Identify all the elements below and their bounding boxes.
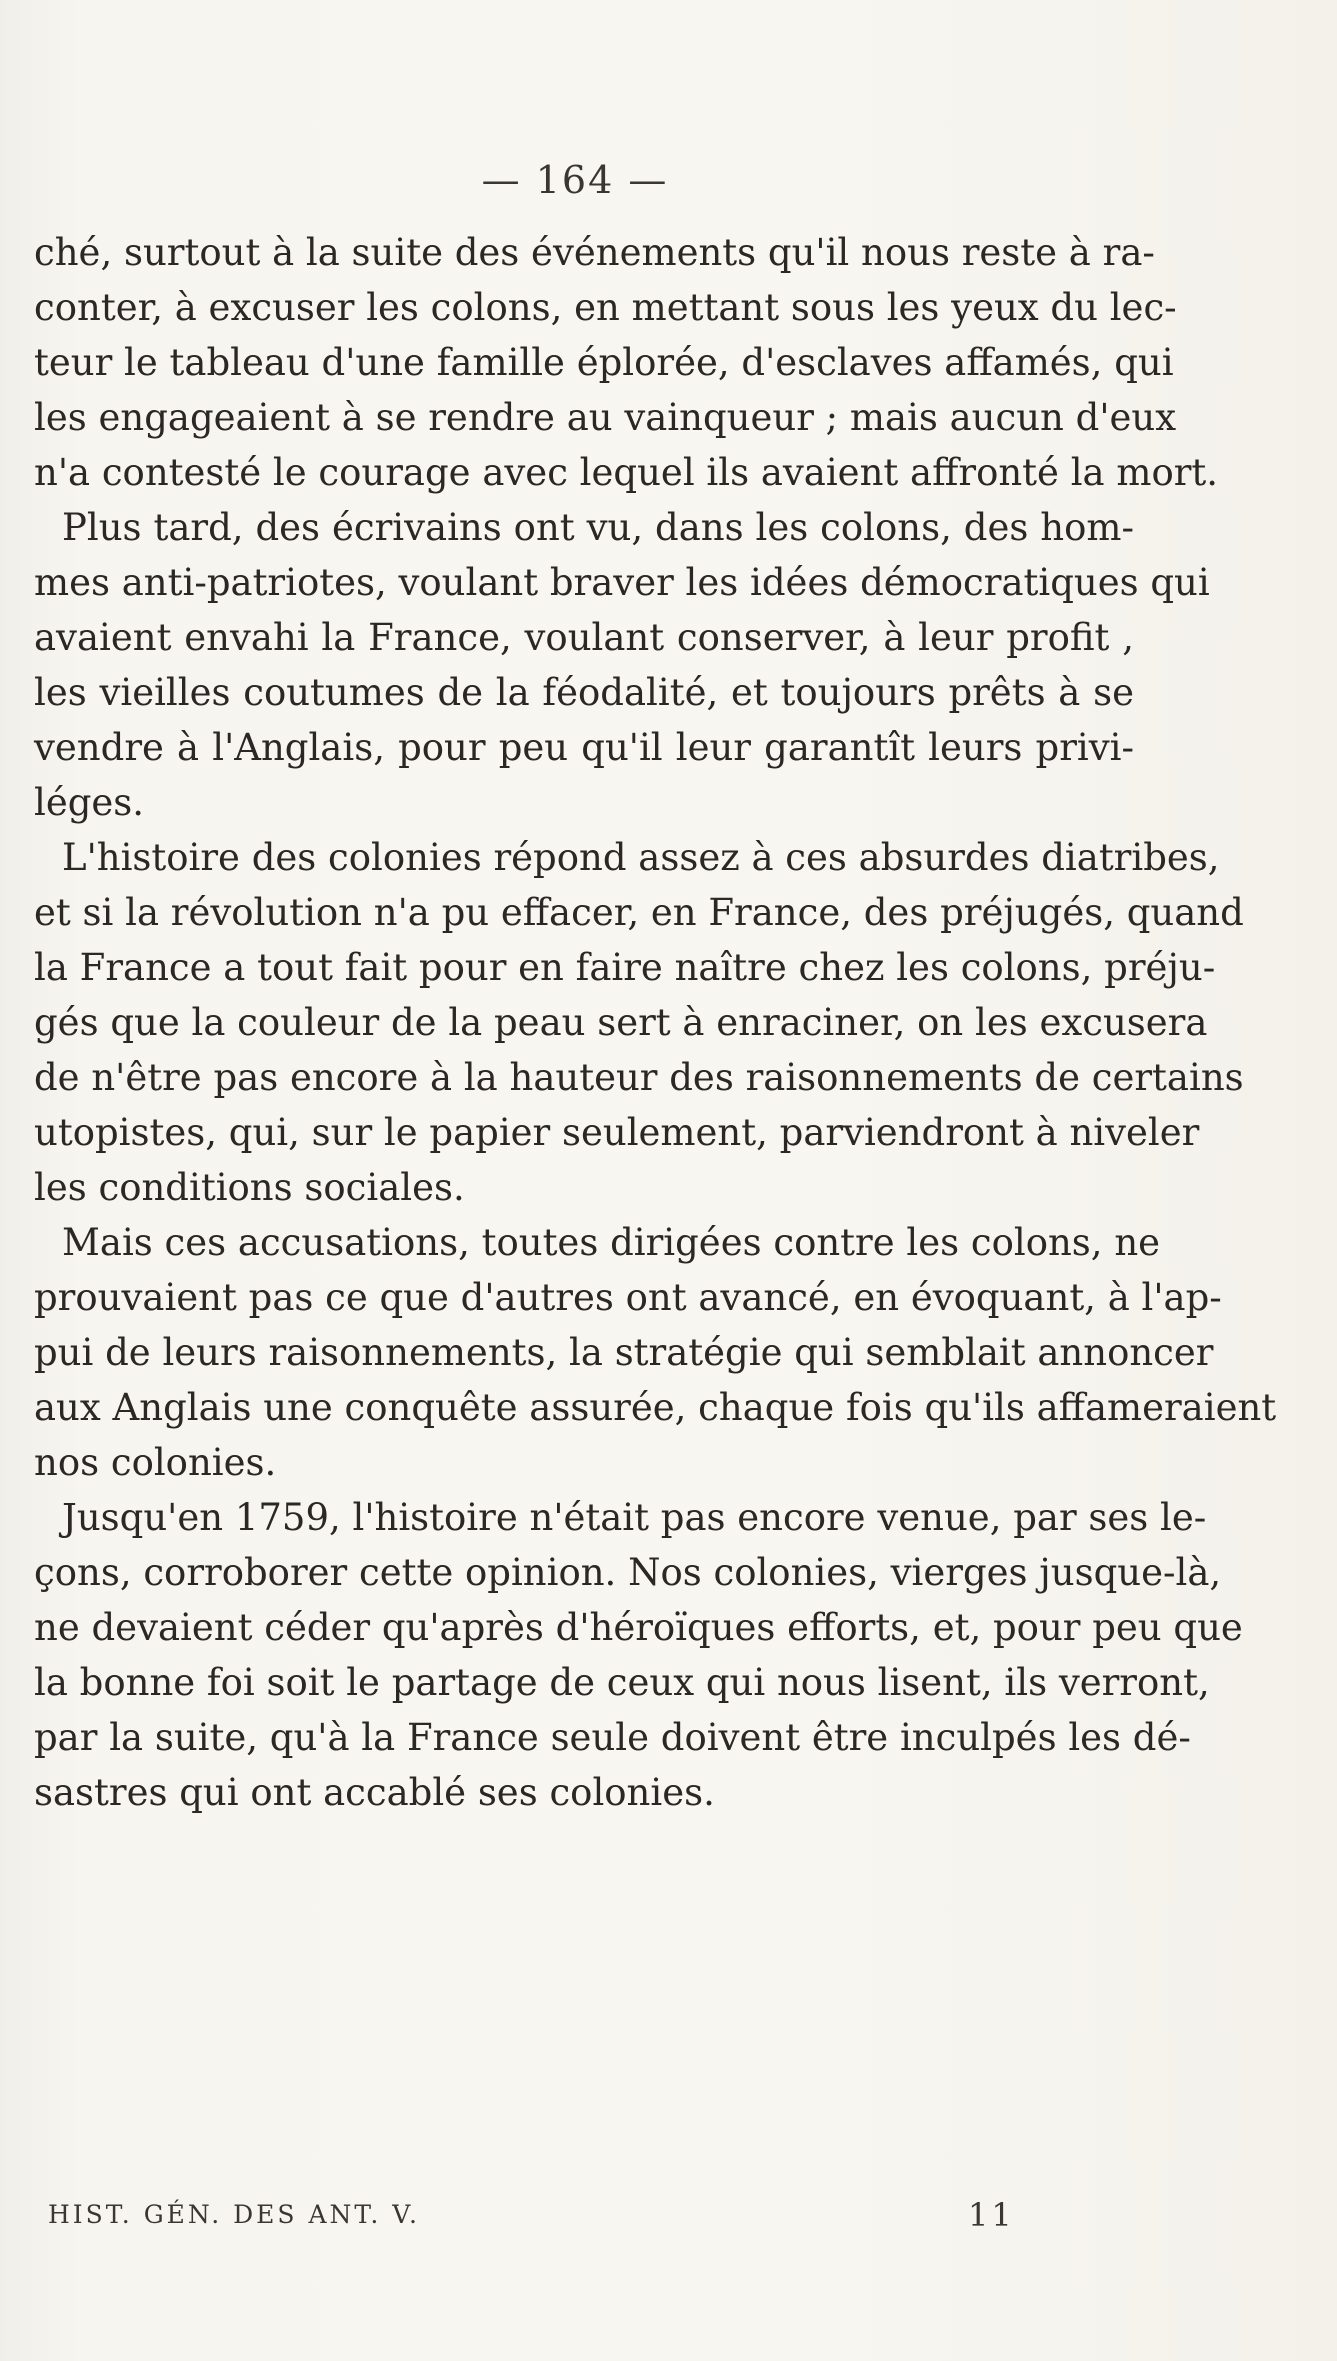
text-line: prouvaient pas ce que d'autres ont avancé, en évoquant, à l'ap- [34, 1276, 1222, 1319]
text-line: la bonne foi soit le partage de ceux qui nous lisent, ils verront, [34, 1661, 1210, 1704]
text-line: gés que la couleur de la peau sert à enraciner, on les excusera [34, 1001, 1208, 1044]
text-line: par la suite, qu'à la France seule doivent être inculpés les dé- [34, 1716, 1191, 1759]
text-line: çons, corroborer cette opinion. Nos colonies, vierges jusque-là, [34, 1551, 1222, 1594]
text-line: vendre à l'Anglais, pour peu qu'il leur garantît leurs privi- [34, 726, 1134, 769]
text-line: Jusqu'en 1759, l'histoire n'était pas encore venue, par ses le- [62, 1496, 1207, 1539]
text-line: conter, à excuser les colons, en mettant sous les yeux du lec- [34, 286, 1177, 329]
text-line: la France a tout fait pour en faire naître chez les colons, préju- [34, 946, 1216, 989]
text-line: L'histoire des colonies répond assez à ces absurdes diatribes, [62, 836, 1220, 879]
text-line: nos colonies. [34, 1441, 277, 1484]
footer-signature: HIST. GÉN. DES ANT. V. [48, 2200, 420, 2229]
text-line: léges. [34, 781, 145, 824]
text-line: les vieilles coutumes de la féodalité, et toujours prêts à se [34, 671, 1134, 714]
text-line: utopistes, qui, sur le papier seulement, parviendront à niveler [34, 1111, 1200, 1154]
text-line: aux Anglais une conquête assurée, chaque fois qu'ils affameraient [34, 1386, 1277, 1429]
text-line: et si la révolution n'a pu effacer, en France, des préjugés, quand [34, 891, 1244, 934]
text-line: les conditions sociales. [34, 1166, 465, 1209]
text-line: mes anti-patriotes, voulant braver les idées démocratiques qui [34, 561, 1210, 604]
text-line: les engageaient à se rendre au vainqueur ; mais aucun d'eux [34, 396, 1177, 439]
footer-sheet-number: 11 [968, 2196, 1015, 2234]
text-line: sastres qui ont accablé ses colonies. [34, 1771, 715, 1814]
text-line: Mais ces accusations, toutes dirigées contre les colons, ne [62, 1221, 1161, 1264]
page-footer [48, 2196, 1048, 2240]
text-line: n'a contesté le courage avec lequel ils avaient affronté la mort. [34, 451, 1219, 494]
body-text [34, 225, 1277, 1820]
text-line: de n'être pas encore à la hauteur des raisonnements de certains [34, 1056, 1244, 1099]
text-line: Plus tard, des écrivains ont vu, dans les colons, des hom- [62, 506, 1134, 549]
text-line: pui de leurs raisonnements, la stratégie qui semblait annoncer [34, 1331, 1214, 1374]
text-line: avaient envahi la France, voulant conserver, à leur profit , [34, 616, 1134, 659]
text-line: ne devaient céder qu'après d'héroïques efforts, et, pour peu que [34, 1606, 1243, 1649]
text-line: teur le tableau d'une famille éplorée, d'esclaves affamés, qui [34, 341, 1174, 384]
text-line: ché, surtout à la suite des événements qu'il nous reste à ra- [34, 231, 1155, 274]
page-number: — 164 — [481, 158, 669, 202]
